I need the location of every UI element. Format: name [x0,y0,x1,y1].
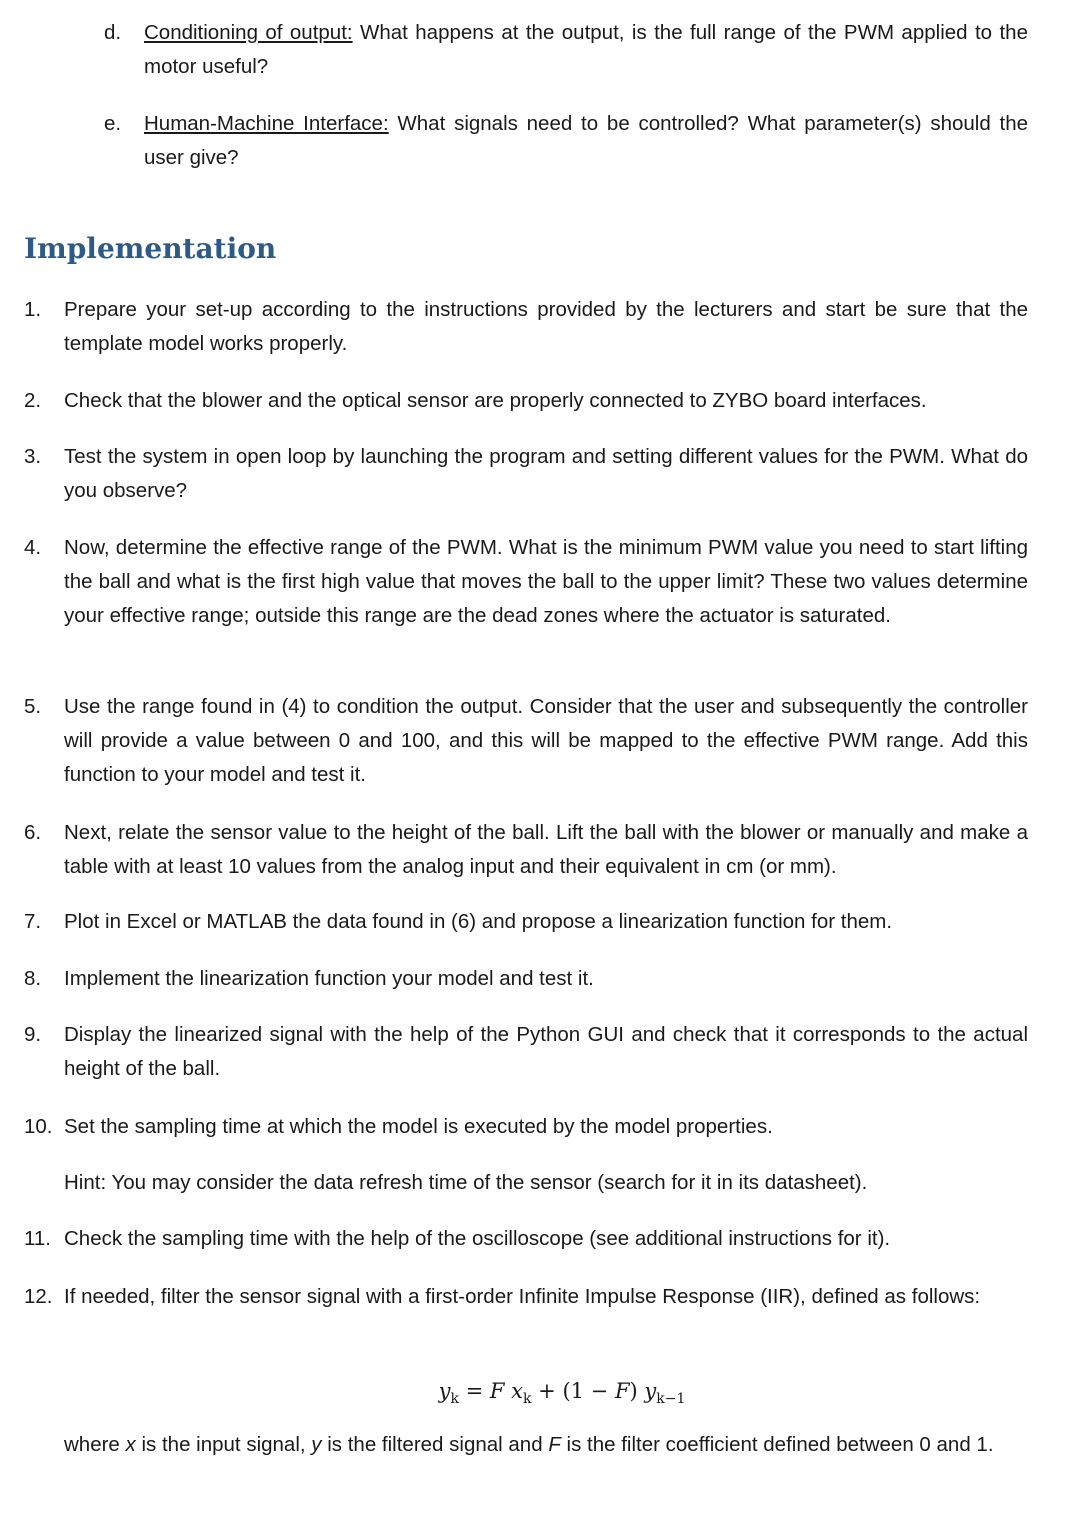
item-number: 11. [24,1227,51,1250]
list-item-7 [24,905,1028,939]
sub-item-body [144,16,1028,84]
item-text: Check that the blower and the optical sensor are properly connected to ZYBO board interfaces. [64,389,927,412]
formula-y: y [438,1379,451,1403]
item-text: Test the system in open loop by launching the program and setting different values for the PWM. What do you observe? [64,445,1028,502]
list-item-12 [24,1280,1028,1314]
item-text: Plot in Excel or MATLAB the data found in (6) and propose a linearization function for them. [64,910,893,933]
sub-item-e [104,107,1028,175]
explanation-part: where [64,1433,126,1456]
explanation-part: is the input signal, [135,1433,312,1456]
formula-close: ) [629,1379,645,1403]
hint-text: Hint: You may consider the data refresh time of the sensor (search for it in its datasheet). [64,1171,868,1194]
item-number: 9. [24,1023,42,1046]
sub-item-letter: d. [104,21,122,44]
explanation-var-x: x [125,1433,136,1456]
item-text: Check the sampling time with the help of the oscilloscope (see additional instructions for it). [64,1227,891,1250]
list-item-9 [24,1018,1028,1086]
list-item-11 [24,1222,1028,1256]
item-text: Now, determine the effective range of the PWM. What is the minimum PWM value you need to start lifting the ball and what is the first high value that moves the ball to the upper limit? These two values determine your effective range; outside this range are the dead zones where the actuator is saturated. [64,536,1028,627]
formula-explanation [64,1428,1028,1462]
explanation-part: is the filter coefficient defined between 0 and 1. [560,1433,994,1456]
item-number: 8. [24,967,42,990]
item-number: 5. [24,695,42,718]
sub-item-text: What happens at the output, is the full range of the PWM applied to the motor useful? [144,21,1028,78]
formula-sub-k: k [450,1391,459,1408]
section-heading: Implementation [24,232,277,265]
list-item-10 [24,1110,1028,1144]
list-item-8 [24,962,1028,996]
formula-f: F [489,1379,505,1403]
item-text: If needed, filter the sensor signal with a first-order Infinite Impulse Response (IIR), defined as follows: [64,1285,981,1308]
sub-item-text: What signals need to be controlled? What parameter(s) should the user give? [144,112,1029,169]
sub-item-d [104,16,1028,84]
list-item-5 [24,690,1028,792]
sub-item-body [144,107,1028,175]
iir-formula [0,1374,1080,1416]
formula-sub-k2: k [523,1391,532,1408]
list-item-2 [24,384,1028,418]
item-text: Display the linearized signal with the help of the Python GUI and check that it corresponds to the actual height of the ball. [64,1023,1028,1080]
explanation-var-y: y [311,1433,322,1456]
item-number: 3. [24,445,42,468]
item-number: 12. [24,1285,53,1308]
item-number: 1. [24,298,42,321]
list-item-1 [24,293,1028,361]
formula-f2: F [614,1379,630,1403]
sub-item-letter: e. [104,112,122,135]
explanation-var-f: F [548,1433,561,1456]
explanation-part: is the filtered signal and [321,1433,549,1456]
item-text: Prepare your set-up according to the instructions provided by the lecturers and start be sure that the template model works properly. [64,298,1028,355]
formula-sub-km1: k−1 [656,1391,686,1408]
formula-x: x [511,1379,524,1403]
sub-item-title: Human-Machine Interface: [144,112,389,135]
item-number: 2. [24,389,42,412]
item-text: Implement the linearization function your model and test it. [64,967,594,990]
item-number: 7. [24,910,42,933]
formula-plus: + (1 − [531,1379,615,1403]
formula-equals: = [458,1379,490,1403]
item-text: Use the range found in (4) to condition the output. Consider that the user and subsequently the controller will provide a value between 0 and 100, and this will be mapped to the effective PWM range. Add this function to your model and test it. [64,695,1028,786]
item-number: 10. [24,1115,53,1138]
list-item-4 [24,531,1028,633]
sub-item-title: Conditioning of output: [144,21,353,44]
item-number: 6. [24,821,42,844]
list-item-3 [24,440,1028,508]
item-number: 4. [24,536,42,559]
formula-y2: y [644,1379,657,1403]
item-text: Next, relate the sensor value to the height of the ball. Lift the ball with the blower or manually and make a table with at least 10 values from the analog input and their equivalent in cm (or mm). [64,821,1028,878]
list-item-6 [24,816,1028,884]
item-text: Set the sampling time at which the model is executed by the model properties. [64,1115,773,1138]
